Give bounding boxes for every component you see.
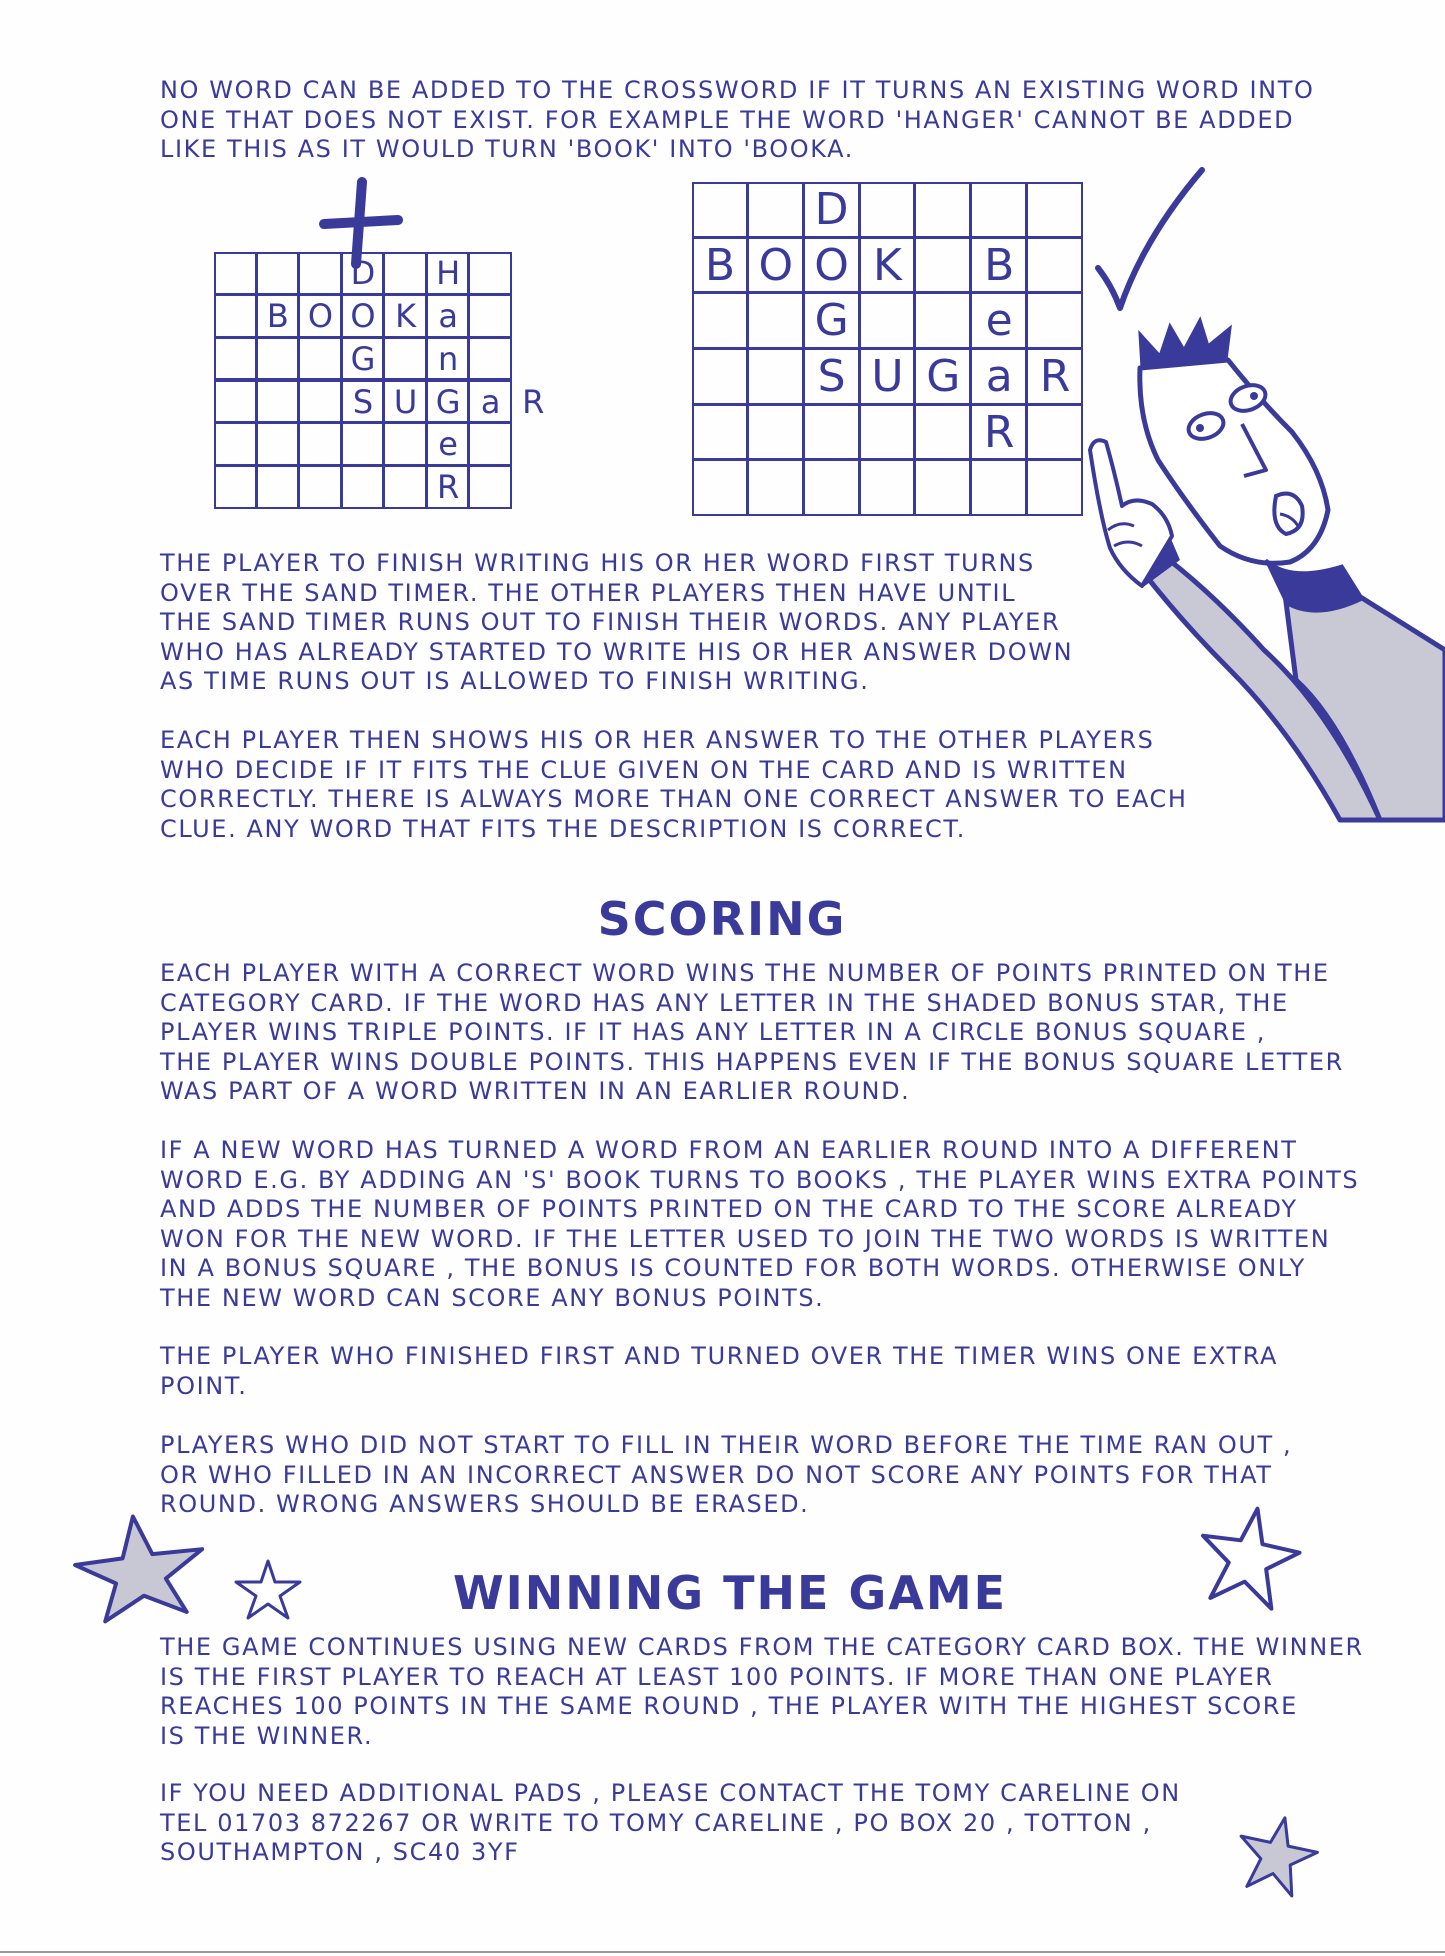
winning-heading: WINNING THE GAME [452, 1566, 1008, 1620]
grid-cell [298, 380, 342, 424]
outline-star-icon [1196, 1504, 1302, 1610]
grid-cell [468, 422, 512, 466]
grid-cell [298, 337, 342, 381]
grid-cell [383, 337, 427, 381]
grid-letter: D [814, 184, 849, 235]
grid-cell [692, 459, 748, 516]
grid-letter: S [352, 382, 374, 421]
grid-letter: U [393, 382, 418, 421]
small-star-icon [232, 1558, 304, 1620]
grid-cell [970, 459, 1027, 516]
grid-letter: R [522, 382, 545, 421]
correct-crossword-grid [692, 182, 1083, 516]
check-mark-icon [1096, 168, 1206, 318]
contact-paragraph: IF YOU NEED ADDITIONAL PADS , PLEASE CONTACT THE TOMY CARELINE ON TEL 01703 872267 OR WRITE TO TOMY CARELINE , PO BOX 20 , TOTTON , SOUTHAMPTON , SC40 3YF [160, 1779, 1181, 1866]
grid-letter: n [437, 339, 459, 378]
grid-cell [859, 292, 916, 349]
winning-paragraph: THE GAME CONTINUES USING NEW CARDS FROM THE CATEGORY CARD BOX. THE WINNER IS THE FIRST PLAYER TO REACH AT LEAST 100 POINTS. IF MORE THAN ONE PLAYER REACHES 100 POINTS IN THE SAME ROUND , THE PLAYER WITH THE HIGHEST SCORE IS THE WINNER. [160, 1633, 1364, 1750]
grid-letter: G [814, 295, 849, 347]
grid-cell [298, 422, 342, 466]
grid-letter: R [437, 468, 460, 507]
grid-letter: a [985, 351, 1013, 402]
grid-cell [468, 252, 512, 295]
grid-cell [383, 465, 427, 509]
grid-cell [859, 182, 916, 238]
grid-letter: O [758, 239, 794, 291]
grid-cell [341, 422, 385, 466]
grid-cell [1026, 237, 1083, 294]
grid-letter: O [307, 296, 334, 335]
grid-cell [298, 252, 342, 295]
grid-cell [914, 459, 971, 516]
grid-cell [747, 182, 804, 238]
grid-letter: a [438, 296, 458, 335]
grid-cell [1026, 459, 1083, 516]
grid-letter: B [266, 296, 289, 335]
grid-letter: R [1039, 351, 1071, 402]
grid-cell [383, 252, 427, 295]
shaded-star-icon [70, 1512, 210, 1622]
grid-letter: U [871, 351, 904, 402]
grid-cell [747, 404, 804, 461]
grid-cell [214, 422, 257, 466]
grid-letter: B [984, 239, 1015, 291]
grid-cell [256, 422, 300, 466]
grid-cell [468, 465, 512, 509]
wrong-crossword-grid [214, 252, 545, 509]
grid-letter: S [817, 351, 846, 402]
grid-letter: G [435, 382, 461, 421]
scoring-paragraph-1: EACH PLAYER WITH A CORRECT WORD WINS THE NUMBER OF POINTS PRINTED ON THE CATEGORY CARD. IF THE WORD HAS ANY LETTER IN THE SHADED BONUS STAR, THE PLAYER WINS TRIPLE POINTS. IF IT HAS ANY LETTER IN A CIRCLE BONUS SQUARE , THE PLAYER WINS DOUBLE POINTS. THIS HAPPENS EVEN IF THE BONUS SQUARE LETTER WAS PART OF A WORD WRITTEN IN AN EARLIER ROUND. [160, 959, 1344, 1105]
grid-cell [256, 380, 300, 424]
grid-cell [914, 237, 971, 294]
grid-cell [692, 348, 748, 405]
grid-cell [692, 292, 748, 349]
grid-cell [214, 465, 257, 509]
grid-cell [214, 252, 257, 295]
bottom-shaded-star-icon [1234, 1814, 1320, 1896]
grid-letter: e [985, 295, 1013, 347]
grid-cell [970, 182, 1027, 238]
scoring-paragraph-2: IF A NEW WORD HAS TURNED A WORD FROM AN EARLIER ROUND INTO A DIFFERENT WORD E.G. BY ADDING AN 'S' BOOK TURNS TO BOOKS , THE PLAYER WINS EXTRA POINTS AND ADDS THE NUMBER OF POINTS PRINTED ON THE CARD TO THE SCORE ALREADY WON FOR THE NEW WORD. IF THE LETTER USED TO JOIN THE TWO WORDS IS WRITTEN IN A BONUS SQUARE , THE BONUS IS COUNTED FOR BOTH WORDS. OTHERWISE ONLY THE NEW WORD CAN SCORE ANY BONUS POINTS. [160, 1136, 1360, 1312]
grid-letter: G [350, 339, 376, 378]
grid-letter: B [704, 239, 736, 291]
grid-cell [383, 422, 427, 466]
grid-cell [914, 182, 971, 238]
grid-cell [214, 337, 257, 381]
grid-cell [214, 380, 257, 424]
grid-cell [859, 459, 916, 516]
grid-cell [859, 404, 916, 461]
grid-cell [256, 465, 300, 509]
grid-letter: O [814, 239, 849, 291]
grid-cell [747, 348, 804, 405]
grid-cell [1026, 182, 1083, 238]
grid-cell [803, 459, 860, 516]
grid-cell [341, 465, 385, 509]
grid-cell [692, 404, 748, 461]
scoring-paragraph-3: THE PLAYER WHO FINISHED FIRST AND TURNED OVER THE TIMER WINS ONE EXTRA POINT. [160, 1342, 1279, 1400]
grid-letter: K [873, 239, 902, 291]
grid-letter: H [436, 254, 461, 292]
grid-letter: O [350, 296, 376, 335]
grid-cell [1026, 292, 1083, 349]
grid-cell [803, 404, 860, 461]
grid-cell [914, 404, 971, 461]
grid-cell [298, 465, 342, 509]
grid-cell [256, 337, 300, 381]
grid-cell [256, 252, 300, 295]
grid-letter: e [438, 425, 458, 464]
grid-letter: D [350, 254, 376, 292]
grid-cell [214, 294, 257, 338]
grid-cell [468, 294, 512, 338]
grid-letter: G [926, 351, 961, 402]
grid-cell [747, 292, 804, 349]
grid-cell [1026, 404, 1083, 461]
grid-cell [692, 182, 748, 238]
page-bottom-edge [0, 1951, 1445, 1953]
grid-cell [914, 292, 971, 349]
grid-letter: R [983, 406, 1015, 458]
intro-paragraph: NO WORD CAN BE ADDED TO THE CROSSWORD IF IT TURNS AN EXISTING WORD INTO ONE THAT DOES NOT EXIST. FOR EXAMPLE THE WORD 'HANGER' CANNOT BE ADDED LIKE THIS AS IT WOULD TURN 'BOOK' INTO 'BOOKA. [160, 76, 1315, 163]
grid-letter: a [480, 382, 501, 421]
scoring-paragraph-4: PLAYERS WHO DID NOT START TO FILL IN THEIR WORD BEFORE THE TIME RAN OUT , OR WHO FILLED IN AN INCORRECT ANSWER DO NOT SCORE ANY POINTS FOR THAT ROUND. WRONG ANSWERS SHOULD BE ERASED. [160, 1431, 1293, 1518]
grid-letter: K [395, 296, 417, 335]
answer-paragraph: EACH PLAYER THEN SHOWS HIS OR HER ANSWER TO THE OTHER PLAYERS WHO DECIDE IF IT FITS THE CLUE GIVEN ON THE CARD AND IS WRITTEN CORRECTLY. THERE IS ALWAYS MORE THAN ONE CORRECT ANSWER TO EACH CLUE. ANY WORD THAT FITS THE DESCRIPTION IS CORRECT. [160, 726, 1188, 843]
grid-cell [747, 459, 804, 516]
scoring-heading: SCORING [597, 892, 847, 946]
grid-cell [468, 337, 512, 381]
timer-paragraph: THE PLAYER TO FINISH WRITING HIS OR HER WORD FIRST TURNS OVER THE SAND TIMER. THE OTHER PLAYERS THEN HAVE UNTIL THE SAND TIMER RUNS OUT TO FINISH THEIR WORDS. ANY PLAYER WHO HAS ALREADY STARTED TO WRITE HIS OR HER ANSWER DOWN AS TIME RUNS OUT IS ALLOWED TO FINISH WRITING. [160, 549, 1074, 695]
